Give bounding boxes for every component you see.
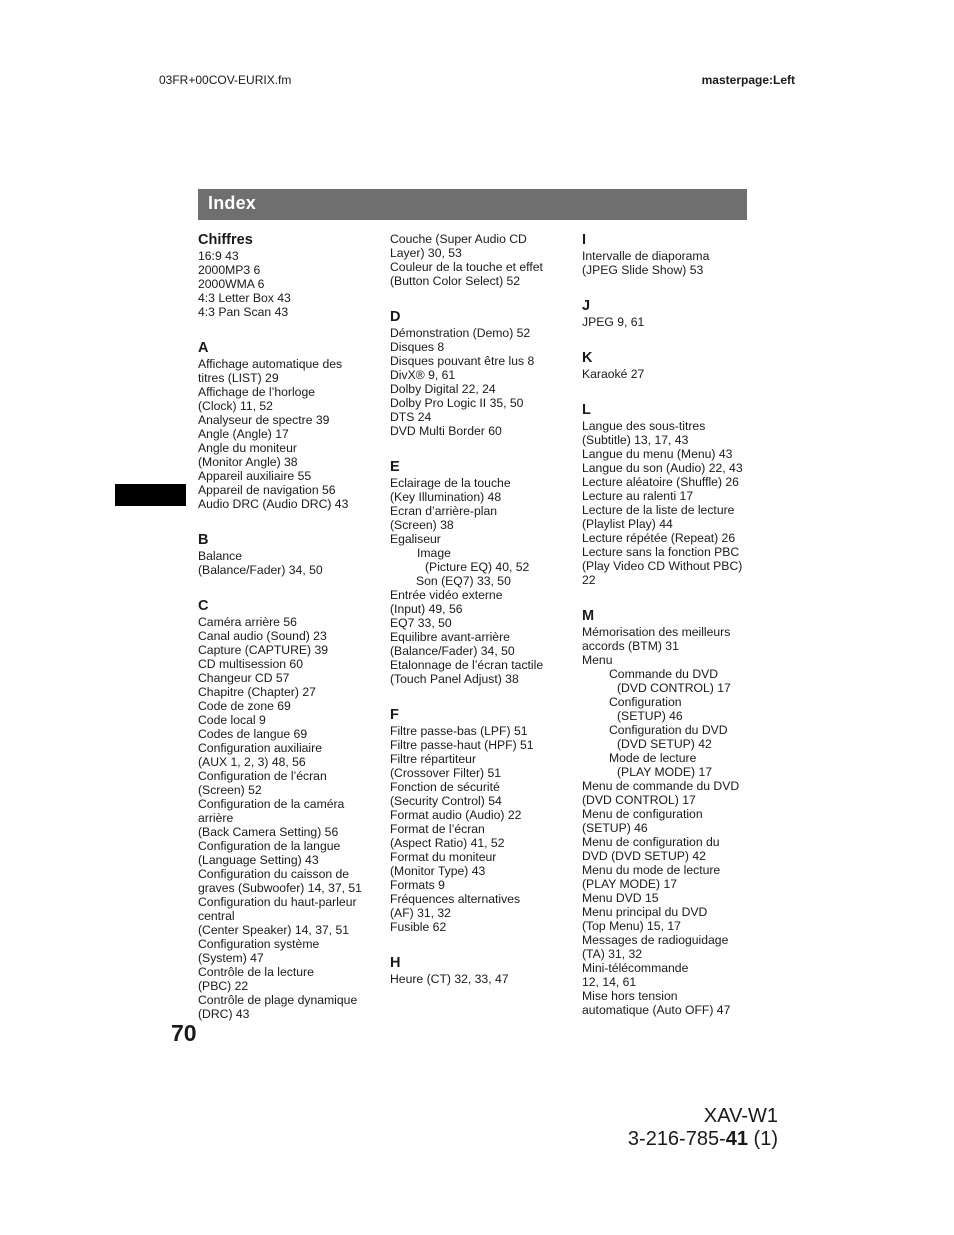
section-letter: B	[198, 532, 209, 548]
index-entry: Intervalle de diaporama	[582, 249, 710, 263]
index-entry: Configuration de la caméra	[198, 797, 345, 811]
index-section	[198, 532, 378, 577]
index-entry: (AF) 31, 32	[390, 906, 451, 920]
index-entry: central	[198, 909, 235, 923]
index-entry: (TA) 31, 32	[582, 947, 643, 961]
index-entry: Langue du menu (Menu) 43	[582, 447, 733, 461]
index-entry: (DRC) 43	[198, 1007, 250, 1021]
index-entry: Fréquences alternatives	[390, 892, 521, 906]
header-filename: 03FR+00COV-EURIX.fm	[159, 73, 292, 87]
index-entry: (DVD CONTROL) 17	[617, 681, 731, 695]
index-entry: (Playlist Play) 44	[582, 517, 673, 531]
index-entry: Disques pouvant être lus 8	[390, 354, 535, 368]
index-entry: Image	[417, 546, 451, 560]
index-entry: Analyseur de spectre 39	[198, 413, 330, 427]
index-entry: Heure (CT) 32, 33, 47	[390, 972, 509, 986]
index-entry: (Screen) 52	[198, 783, 262, 797]
section-letter: J	[582, 298, 591, 314]
index-section	[582, 350, 762, 381]
index-entry: Entrée vidéo externe	[390, 588, 503, 602]
index-entry: Filtre passe-bas (LPF) 51	[390, 724, 528, 738]
index-entry: (System) 47	[198, 951, 264, 965]
index-entry: Filtre passe-haut (HPF) 51	[390, 738, 534, 752]
index-section	[390, 232, 570, 288]
index-entry: Egaliseur	[390, 532, 441, 546]
index-entry: Configuration système	[198, 937, 320, 951]
section-letter: C	[198, 598, 209, 614]
index-entry: Menu de commande du DVD	[582, 779, 740, 793]
section-letter: E	[390, 459, 400, 475]
section-letter: L	[582, 402, 591, 418]
page-number: 70	[171, 1020, 197, 1046]
section-letter: F	[390, 707, 399, 723]
index-entry: Dolby Pro Logic II 35, 50	[390, 396, 524, 410]
index-entry: (Input) 49, 56	[390, 602, 463, 616]
index-entry: (PLAY MODE) 17	[582, 877, 678, 891]
model-code-suffix: (1)	[748, 1128, 778, 1150]
index-entry: Changeur CD 57	[198, 671, 290, 685]
index-entry: Format de l’écran	[390, 822, 485, 836]
index-entry: Format du moniteur	[390, 850, 497, 864]
index-entry: (Play Video CD Without PBC)	[582, 559, 743, 573]
index-section	[582, 608, 762, 1017]
index-entry: Menu	[582, 653, 613, 667]
index-section	[198, 232, 378, 319]
index-entry: Appareil de navigation 56	[198, 483, 336, 497]
model-code	[628, 1128, 778, 1151]
index-entry: Codes de langue 69	[198, 727, 308, 741]
index-entry: Couche (Super Audio CD	[390, 232, 527, 246]
index-entry: Affichage de l’horloge	[198, 385, 315, 399]
index-section	[582, 402, 762, 587]
index-entry: Lecture de la liste de lecture	[582, 503, 735, 517]
index-entry: Configuration	[609, 695, 682, 709]
index-entry: (AUX 1, 2, 3) 48, 56	[198, 755, 306, 769]
index-entry: Eclairage de la touche	[390, 476, 511, 490]
section-letter: H	[390, 955, 401, 971]
model-code-prefix: 3-216-785-	[627, 1128, 726, 1150]
index-entry: Menu de configuration	[582, 807, 703, 821]
index-entry: arrière	[198, 811, 234, 825]
index-entry: Fonction de sécurité	[390, 780, 500, 794]
index-entry: (JPEG Slide Show) 53	[582, 263, 704, 277]
index-entry: (DVD CONTROL) 17	[582, 793, 696, 807]
index-entry: Configuration du caisson de	[198, 867, 350, 881]
section-letter: I	[582, 232, 587, 248]
index-entry: CD multisession 60	[198, 657, 303, 671]
index-section	[390, 707, 570, 934]
index-title-bar	[198, 189, 747, 220]
index-entry: Lecture répétée (Repeat) 26	[582, 531, 736, 545]
section-tab-marker	[115, 484, 186, 506]
section-letter: M	[582, 608, 595, 624]
index-entry: Mémorisation des meilleurs	[582, 625, 731, 639]
index-entry: Audio DRC (Audio DRC) 43	[198, 497, 349, 511]
index-entry: 2000MP3 6	[198, 263, 261, 277]
index-entry: Capture (CAPTURE) 39	[198, 643, 329, 657]
index-entry: Configuration de la langue	[198, 839, 341, 853]
index-entry: (Top Menu) 15, 17	[582, 919, 681, 933]
index-entry: automatique (Auto OFF) 47	[582, 1003, 731, 1017]
index-entry: Equilibre avant-arrière	[390, 630, 510, 644]
index-entry: (Security Control) 54	[390, 794, 502, 808]
index-entry: 16:9 43	[198, 249, 239, 263]
index-entry: Menu DVD 15	[582, 891, 659, 905]
index-entry: (Back Camera Setting) 56	[198, 825, 339, 839]
index-entry: DTS 24	[390, 410, 432, 424]
index-column-1	[198, 232, 378, 1021]
index-entry: Démonstration (Demo) 52	[390, 326, 531, 340]
index-entry: (Aspect Ratio) 41, 52	[390, 836, 505, 850]
index-entry: Code de zone 69	[198, 699, 291, 713]
index-entry: Son (EQ7) 33, 50	[416, 574, 511, 588]
index-entry: Angle (Angle) 17	[198, 427, 289, 441]
index-entry: (DVD SETUP) 42	[617, 737, 712, 751]
index-entry: Balance	[198, 549, 243, 563]
index-title: Index	[208, 193, 257, 213]
index-section	[390, 955, 570, 986]
index-entry: Lecture aléatoire (Shuffle) 26	[582, 475, 739, 489]
index-entry: (Clock) 11, 52	[198, 399, 273, 413]
index-section	[582, 298, 762, 329]
index-entry: Disques 8	[390, 340, 445, 354]
index-entry: Lecture au ralenti 17	[582, 489, 694, 503]
index-entry: Format audio (Audio) 22	[390, 808, 522, 822]
index-entry: (Touch Panel Adjust) 38	[390, 672, 519, 686]
index-section	[390, 309, 570, 438]
index-entry: Mini-télécommande	[582, 961, 689, 975]
index-entry: Configuration du haut-parleur	[198, 895, 357, 909]
index-entry: DivX® 9, 61	[390, 368, 456, 382]
index-entry: Menu principal du DVD	[582, 905, 708, 919]
index-column-3	[582, 232, 762, 1017]
section-letter: K	[582, 350, 593, 366]
index-entry: Configuration de l’écran	[198, 769, 327, 783]
index-entry: Dolby Digital 22, 24	[390, 382, 496, 396]
header-masterpage: masterpage:Left	[701, 73, 795, 87]
model-code-bold: 41	[725, 1128, 748, 1150]
index-entry: Mode de lecture	[609, 751, 697, 765]
index-entry: Contrôle de la lecture	[198, 965, 314, 979]
index-entry: Contrôle de plage dynamique	[198, 993, 358, 1007]
section-letter: D	[390, 309, 401, 325]
index-entry: 4:3 Letter Box 43	[198, 291, 291, 305]
index-entry: Configuration auxiliaire	[198, 741, 322, 755]
index-entry: JPEG 9, 61	[582, 315, 645, 329]
index-entry: (Screen) 38	[390, 518, 454, 532]
index-entry: (Monitor Angle) 38	[198, 455, 298, 469]
index-entry: accords (BTM) 31	[582, 639, 679, 653]
index-section	[198, 340, 378, 511]
index-entry: Karaoké 27	[582, 367, 645, 381]
index-section	[390, 459, 570, 686]
index-entry: (Button Color Select) 52	[390, 274, 521, 288]
index-entry: Appareil auxiliaire 55	[198, 469, 312, 483]
index-entry: Menu du mode de lecture	[582, 863, 721, 877]
index-entry: 4:3 Pan Scan 43	[198, 305, 289, 319]
index-entry: DVD Multi Border 60	[390, 424, 502, 438]
section-letter: A	[198, 340, 209, 356]
index-entry: (SETUP) 46	[582, 821, 648, 835]
index-entry: graves (Subwoofer) 14, 37, 51	[198, 881, 362, 895]
index-entry: (Subtitle) 13, 17, 43	[582, 433, 689, 447]
index-entry: Couleur de la touche et effet	[390, 260, 543, 274]
index-entry: Filtre répartiteur	[390, 752, 477, 766]
index-entry: titres (LIST) 29	[198, 371, 279, 385]
index-entry: (Language Setting) 43	[198, 853, 319, 867]
index-entry: Formats 9	[390, 878, 445, 892]
index-entry: 22	[582, 573, 596, 587]
index-entry: (Center Speaker) 14, 37, 51	[198, 923, 350, 937]
index-entry: Affichage automatique des	[198, 357, 343, 371]
index-entry: Canal audio (Sound) 23	[198, 629, 327, 643]
index-entry: Langue des sous-titres	[582, 419, 706, 433]
index-entry: Mise hors tension	[582, 989, 678, 1003]
index-entry: Layer) 30, 53	[390, 246, 462, 260]
index-entry: (Monitor Type) 43	[390, 864, 486, 878]
index-entry: 2000WMA 6	[198, 277, 265, 291]
section-letter: Chiffres	[198, 232, 253, 248]
index-entry: Etalonnage de l’écran tactile	[390, 658, 544, 672]
index-section	[198, 598, 378, 1021]
index-entry: Langue du son (Audio) 22, 43	[582, 461, 743, 475]
index-entry: (PLAY MODE) 17	[617, 765, 713, 779]
index-entry: DVD (DVD SETUP) 42	[582, 849, 706, 863]
index-entry: (Picture EQ) 40, 52	[425, 560, 530, 574]
index-entry: (Balance/Fader) 34, 50	[198, 563, 323, 577]
index-entry: Caméra arrière 56	[198, 615, 297, 629]
index-entry: Lecture sans la fonction PBC	[582, 545, 740, 559]
index-entry: Fusible 62	[390, 920, 447, 934]
index-entry: Commande du DVD	[609, 667, 719, 681]
index-column-2	[390, 232, 570, 986]
index-entry: (SETUP) 46	[617, 709, 683, 723]
index-entry: (PBC) 22	[198, 979, 249, 993]
index-entry: (Crossover Filter) 51	[390, 766, 502, 780]
model-block	[628, 1105, 778, 1151]
index-entry: (Balance/Fader) 34, 50	[390, 644, 515, 658]
index-entry: Configuration du DVD	[609, 723, 728, 737]
index-section	[582, 232, 762, 277]
index-entry: Messages de radioguidage	[582, 933, 729, 947]
index-entry: Ecran d’arrière-plan	[390, 504, 498, 518]
model-name: XAV-W1	[703, 1105, 778, 1127]
index-entry: 12, 14, 61	[582, 975, 637, 989]
index-entry: EQ7 33, 50	[390, 616, 452, 630]
index-entry: Menu de configuration du	[582, 835, 720, 849]
index-entry: Angle du moniteur	[198, 441, 297, 455]
index-entry: Code local 9	[198, 713, 266, 727]
index-entry: (Key Illumination) 48	[390, 490, 502, 504]
index-entry: Chapitre (Chapter) 27	[198, 685, 316, 699]
